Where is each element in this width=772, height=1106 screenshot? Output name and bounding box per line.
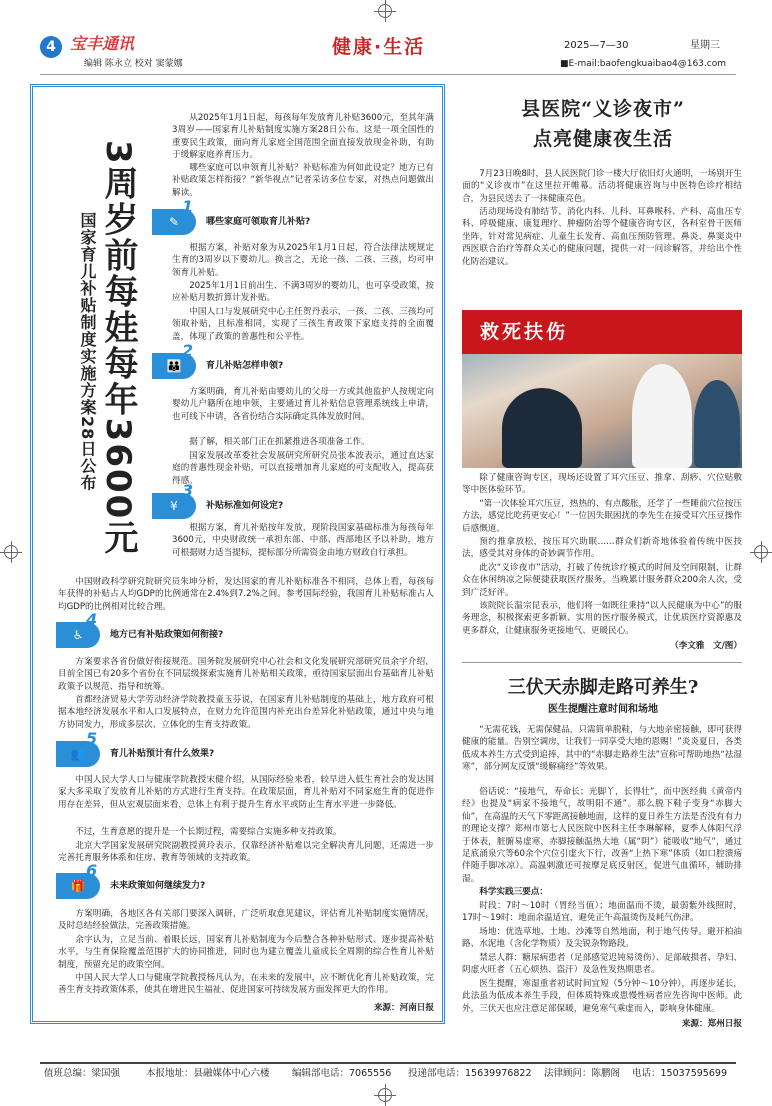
- question-title: 育儿补贴怎样申领?: [206, 361, 284, 371]
- people-icon: 👥: [56, 741, 100, 767]
- page-number: 4: [40, 36, 62, 58]
- paragraph: 俗话说：“接地气，寿命长；光脚丫，长得壮”，而中医经典《黄帝内经》也提及“病家不接地气，故明阳不通”。那么脱下鞋子变身“赤脚大仙”，在高温的天气下零距离接触地面，这样的夏日养生方法是否没有有力的理论支撑？郑州市第七人民医院中医科主任李琳解释，夏季人体阳气浮于体表，脏腑易虚寒，赤脚接触温热大地（属“阴”）能吸收“地气”，通过足底涌泉穴等60余个穴位引虚火下行，改善“上热下寒”体质（如口腔溃疡伴随手脚冰凉）。高温刺激还可按摩足底反射区，促进气血循环，辅助排湿。: [462, 787, 742, 884]
- paragraph: 方案明确，育儿补贴由婴幼儿的父母一方或其他监护人按规定向婴幼儿户籍所在地申领，主要通过育儿补贴信息管理系统线上申请，也可线下申请，各省份结合实际确定具体发放时间。: [172, 387, 434, 422]
- paragraph: 7月23日晚8时，县人民医院门诊一楼大厅依旧灯火通明，一场别开生面的“义诊夜市”在这里拉开帷幕。活动将健康咨询与中医特色诊疗相结合，为县民送去了一抹健康亮色。: [462, 169, 742, 204]
- paragraph: 中国人口与发展研究中心主任贺丹表示，一孩、二孩、三孩均可领取补贴，且标准相同，实现了三孩生育政策下家庭支持的全面覆盖，体现了政策的普惠性和公平性。: [172, 307, 434, 342]
- article2-headline: 三伏天赤脚走路可养生?: [507, 677, 699, 698]
- visitor-figure: [694, 380, 740, 468]
- article-intro-2: 哪些家庭可以申领育儿补贴？补贴标准为何如此设定？地方已有补贴政策怎样衔接？“新华视点”记者采访多位专家，对热点问题做出解读。: [172, 163, 434, 198]
- question-6: [56, 861, 434, 903]
- paragraph: 除了健康咨询专区，现场还设置了耳穴压豆、推拿、刮痧、穴位贴敷等中医体验环节。: [462, 473, 742, 496]
- question-number: 3: [182, 481, 194, 500]
- paragraph: 中国人民大学人口与健康学院教授杨凡认为，在未来的发展中，应不断优化育儿补贴政策，完善生育支持政策体系，使其在增进民生福祉、促进国家可持续发展方面发挥更大的作用。: [58, 973, 434, 996]
- footer-counsel-phone: 电话：15037595699: [632, 1068, 727, 1079]
- pen-icon: ✎: [152, 209, 196, 235]
- gift-icon: 🎁: [56, 873, 100, 899]
- paragraph: 方案要求各省份做好衔接规范。国务院发展研究中心社会和文化发展研究部研究员余宇介绍，目前全国已有20多个省份在不同层级探索实施育儿补贴相关政策，亟待国家层面出台基础育儿补贴政策予以规范、指导和统筹。: [58, 657, 434, 692]
- paragraph: 该院院长温宗昆表示，他们将一如既往秉持“以人民健康为中心”的服务理念，积极探索更多新颖、实用的医疗服务模式，让优质医疗资源惠及更多群众，让健康服务更接地气、更暖民心。: [462, 601, 742, 636]
- article-subheadline: 国家育儿补贴制度实施方案28日公布: [78, 212, 97, 492]
- registration-mark: [754, 545, 768, 559]
- article-divider: [462, 662, 742, 663]
- paragraph: 医生提醒，寒湿重者初试时间宜短（5分钟～10分钟），再逐步延长，此法虽为低成本养生手段，但体质特殊或患慢性病者应先咨询中医师。此外，三伏天也应注意足部保暖，避免寒气乘虚而入，影响身体健康。: [462, 979, 742, 1014]
- paragraph: 此次“义诊夜市”活动，打破了传统诊疗模式的时间及空间限制，让群众在休闲纳凉之际便捷获取医疗服务，当晚累计服务群众200余人次，受到广泛好评。: [462, 563, 742, 598]
- registration-mark: [4, 545, 18, 559]
- family-icon: 👪: [152, 353, 196, 379]
- article-intro: 从2025年1月1日起，每孩每年发放育儿补贴3600元，至其年满3周岁——国家育儿补贴制度实施方案28日公布。这是一项全国性的重要民生政策，面向育儿家庭全国范围全面直接发放现金补助，有助于缓解家庭养育压力。: [172, 113, 434, 161]
- paragraph: 活动现场设有肺结节、消化内科、儿科、耳鼻喉科、产科、高血压专科、呼吸健康、康复理疗、肿瘤防治等个健康咨询专区，各科室骨干医师坐阵，针对常见病症、儿童生长发育、高血压预防管理、鼻炎、鼻窦炎中西医联合治疗等群众关心的健康问题，提供一对一问诊解答，并给出个性化防治建议。: [462, 207, 742, 267]
- question-number: 1: [182, 197, 194, 216]
- paragraph: 场地：优选草地、土地、沙滩等自然地面，利于地气传导。避开柏油路、水泥地（含化学物质）及尖锐杂物路段。: [462, 927, 742, 950]
- paragraph: 不过，生育意愿的提升是一个长期过程，需要综合实施多种支持政策。: [75, 827, 342, 837]
- paragraph: 预约推拿放松，按压耳穴助眠……群众们新奇地体验着传统中医技法，感受其对身体的奇妙调节作用。: [462, 537, 742, 560]
- question-title: 未来政策如何继续发力?: [110, 881, 206, 891]
- doctor-figure: [632, 364, 692, 468]
- paragraph: “无需花钱，无需保健品，只需简单脱鞋，与大地亲密接触，即可获得健康的能量。告别空调房，让我们一同享受大地的恩赐！”炎炎夏日，各类低成本养生方式受到追捧，其中的“赤脚走路养生法”宣称可帮助地热“祛湿寒”，部分网友反馈“缓解痛经”等效果。: [462, 725, 742, 773]
- registration-mark: [378, 4, 392, 18]
- question-number: 4: [86, 610, 98, 629]
- page-header: [40, 33, 736, 75]
- paragraph: 据了解，相关部门正在抓紧推进各项准备工作。: [189, 437, 370, 447]
- paragraph: 首都经济贸易大学劳动经济学院教授童玉芬说，在国家育儿补贴制度的基础上，地方政府可根据本地经济发展水平和人口发展特点，在财力允许范围内补充出台差异化补贴政策，通过中央与地方协同发力，形成多层次、立体化的生育支持政策。: [58, 695, 434, 730]
- article1-title-line1: 县医院“义诊夜市”: [521, 98, 685, 120]
- registration-mark: [378, 1088, 392, 1102]
- article-headline: 3周岁前每娃每年3600元: [98, 140, 138, 557]
- article1-headline: [462, 94, 744, 154]
- article-source: 来源：河南日报: [373, 1003, 434, 1013]
- question-3: [152, 481, 432, 523]
- paragraph: 北京大学国家发展研究院副教授黄玲表示，仅靠经济补贴难以完全解决育儿问题，还需进一步完善托育服务体系和住房、教育等领域的支持政策。: [58, 841, 434, 864]
- page-footer: [40, 1062, 736, 1079]
- article2-subheadline: 医生提醒注意时间和场地: [548, 704, 658, 715]
- question-2: [152, 341, 432, 383]
- article1-title-line2: 点亮健康夜生活: [532, 128, 673, 150]
- paper-name: 宝丰通讯: [70, 34, 135, 53]
- issue-weekday: 星期三: [690, 40, 720, 51]
- stroller-icon: ♿: [56, 622, 100, 648]
- question-1: [152, 197, 432, 239]
- question-4: [56, 610, 434, 652]
- paragraph: 禁忌人群：糖尿病患者（足部感觉迟钝易烫伤）、足部破损者、孕妇、阴虚火旺者（五心烦热、盗汗）及急性发热期患者。: [462, 953, 742, 976]
- footer-duty-editor: 值班总编：梁国强: [44, 1068, 121, 1079]
- question-title: 哪些家庭可领取育儿补贴?: [206, 217, 311, 227]
- issue-date: 2025—7—30: [564, 40, 629, 51]
- email-address: ■E-mail:baofengkuaibao4@163.com: [560, 59, 726, 69]
- photo-banner: [462, 310, 742, 354]
- footer-editorial-phone: 编辑部电话：7065556: [292, 1068, 392, 1079]
- question-number: 2: [182, 341, 194, 360]
- paragraph: 国家发展改革委社会发展研究所研究员张本波表示，通过直达家庭的普惠性现金补贴，可以直接增加育儿家庭的可支配收入，提高获得感。: [172, 451, 434, 486]
- editor-line: 编辑 陈永立 校对 窦蒙娜: [84, 59, 183, 69]
- paragraph-label: 科学实践三要点：: [479, 887, 548, 897]
- paragraph: 方案明确，各地区各有关部门要深入调研，广泛听取意见建议，评估育儿补贴制度实施情况，及时总结经验做法，完善政策措施。: [58, 909, 434, 932]
- article2-source: 来源：郑州日报: [681, 1019, 742, 1029]
- paragraph: 2025年1月1日前出生、不满3周岁的婴幼儿，也可享受政策，按应补贴月数折算计发补贴。: [172, 281, 434, 304]
- paragraph: 中国人民大学人口与健康学院教授宋健介绍，从国际经验来看，较早进入低生育社会的发达国家大多采取了发放育儿补贴的方式进行生育支持。在政策层面，育儿补贴对不同家庭生育的促进作用存在差异，但从宏观层面来看，总体上有利于提升生育水平或防止生育水平进一步降低。: [58, 775, 434, 810]
- paragraph: 根据方案，育儿补贴按年发放，现阶段国家基础标准为每孩每年3600元，中央财政统一承担东部、中部、西部地区予以补助，地方可根据财力适当提标，提标部分所需资金由地方财政自行承担。: [172, 523, 434, 558]
- question-number: 6: [86, 861, 98, 880]
- footer-legal-counsel: 法律顾问：陈鹏阁: [544, 1068, 621, 1079]
- question-title: 地方已有补贴政策如何衔接?: [110, 630, 224, 640]
- question-number: 5: [86, 729, 98, 748]
- question-title: 育儿补贴预计有什么效果?: [110, 749, 215, 759]
- paragraph: 根据方案，补贴对象为从2025年1月1日起，符合法律法规规定生育的3周岁以下婴幼儿。换言之，无论一孩、二孩、三孩，均可申领育儿补贴。: [172, 243, 434, 278]
- footer-address: 本报地址：县融媒体中心六楼: [146, 1068, 270, 1079]
- question-5: [56, 729, 434, 771]
- paragraph: 余宇认为，立足当前、着眼长远，国家育儿补贴制度为今后整合各种补贴形式、逐步提高补贴水平，与生育保险覆盖范围扩大的协同推进，同时也为建立覆盖儿童成长全周期的综合性育儿补贴制度，预留充足的政策空间。: [58, 935, 434, 970]
- footer-delivery-phone: 投递部电话：15639976822: [408, 1068, 532, 1079]
- paragraph: 中国财政科学研究院研究员朱坤分析，发达国家的育儿补贴标准各不相同，总体上看，每孩每年获得的补贴占人均GDP的比例通常在2.4%到7.2%之间。参考国际经验，我国育儿补贴标准占人均GDP的比例相对比较合理。: [58, 577, 434, 612]
- question-title: 补贴标准如何设定?: [206, 501, 284, 511]
- paragraph: 时段：7时～10时（胃经当值）；地面温而不烫，最弱紫外线照时，17时～19时：地面余温适宜，避免正午高温烫伤及耗气伤津。: [462, 901, 742, 924]
- clinic-photo: [462, 310, 742, 468]
- money-icon: ¥: [152, 493, 196, 519]
- patient-figure: [502, 388, 582, 468]
- paragraph: “第一次体验耳穴压豆，热热的、有点酸胀，还学了一些睡前穴位按压方法，感觉比吃药更安心！”一位因失眠困扰的李先生在接受耳穴压豆操作后感慨道。: [462, 499, 742, 534]
- banner-text: 救死扶伤: [480, 321, 569, 343]
- article1-author: （李文雅 文/图）: [670, 641, 742, 651]
- section-title: 健康·生活: [332, 36, 426, 58]
